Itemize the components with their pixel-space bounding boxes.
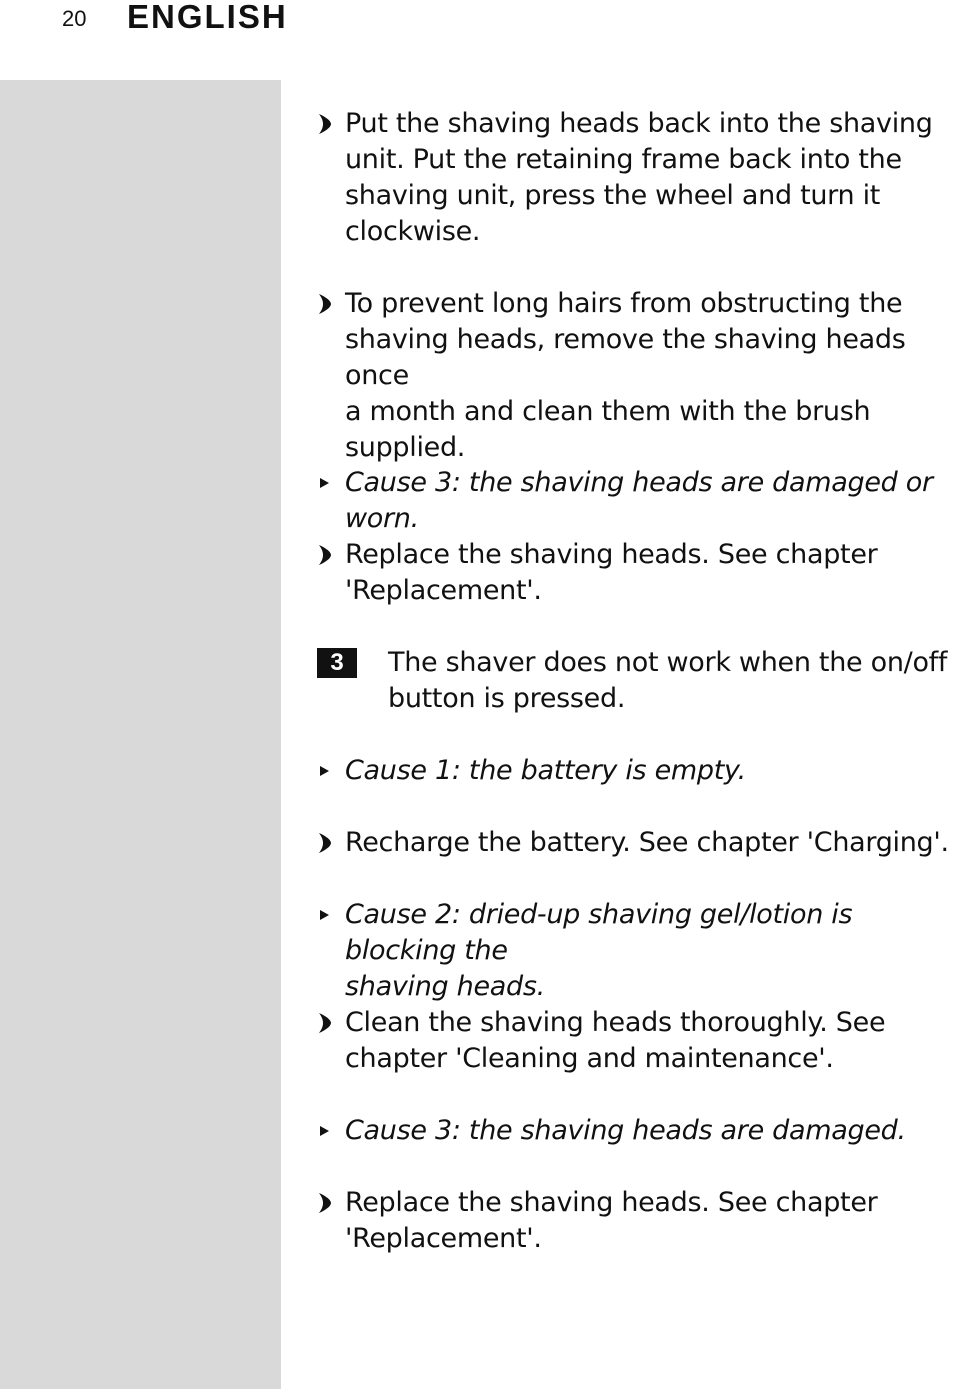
cause-text: Cause 1: the battery is empty. [345,755,746,786]
cause-text: Cause 2: dried-up shaving gel/lotion is blocking the shaving heads. [345,899,853,1002]
cause-triangle-icon [317,1113,333,1149]
action-arrow-icon [317,1185,333,1221]
cause-text: Cause 3: the shaving heads are damaged. [345,1115,906,1146]
cause-triangle-icon [317,465,333,501]
action-arrow-icon [317,537,333,573]
problem-text: The shaver does not work when the on/off button is pressed. [388,647,948,714]
action-text: Put the shaving heads back into the shaving unit. Put the retaining frame back into the shaving unit, press the wheel and turn it clockwise. [345,108,933,247]
action-arrow-icon [317,286,333,322]
cause-text: Cause 3: the shaving heads are damaged or worn. [345,467,933,534]
cause-triangle-icon [317,897,333,933]
section-title: ENGLISH [127,0,288,35]
page-number: 20 [62,6,87,31]
cause-triangle-icon [317,753,333,789]
action-text: Replace the shaving heads. See chapter 'Replacement'. [345,539,878,606]
problem-number-badge: 3 [317,648,357,678]
action-text: Replace the shaving heads. See chapter 'Replacement'. [345,1187,878,1254]
action-arrow-icon [317,1005,333,1041]
action-text: To prevent long hairs from obstructing the shaving heads, remove the shaving heads once a month and clean them with the brush supplied. [345,288,906,463]
action-text: Clean the shaving heads thoroughly. See chapter 'Cleaning and maintenance'. [345,1007,886,1074]
action-arrow-icon [317,825,333,861]
action-arrow-icon [317,106,333,142]
action-text: Recharge the battery. See chapter 'Charging'. [345,827,949,858]
